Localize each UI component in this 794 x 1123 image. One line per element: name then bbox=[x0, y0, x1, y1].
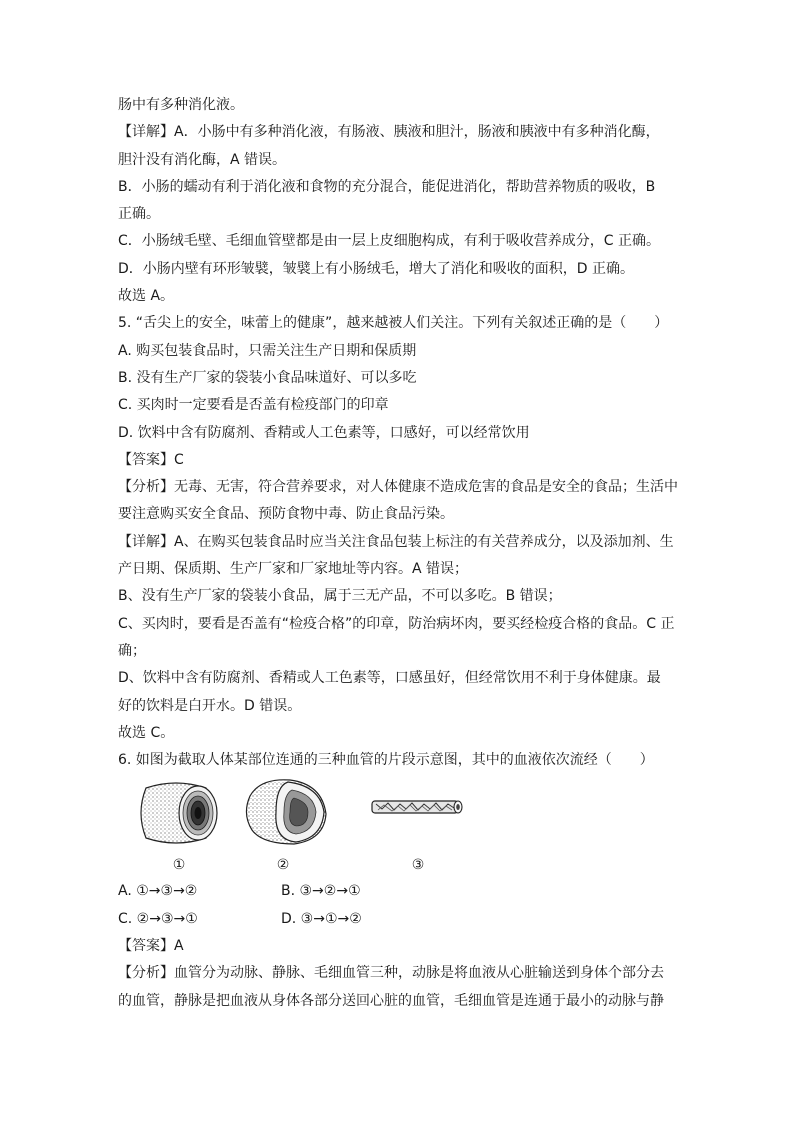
question-6-options bbox=[118, 878, 678, 933]
question-5-option-a: A. 购买包装食品时，只需关注生产日期和保质期 bbox=[118, 342, 417, 359]
question-6-option-b: B. ③→②→① bbox=[281, 883, 361, 900]
text-line: D、饮料中含有防腐剂、香精或人工色素等，口感虽好，但经常饮用不利于身体健康。最 bbox=[118, 670, 661, 687]
document-page bbox=[118, 92, 678, 1015]
text-line: 【详解】A、在购买包装食品时应当关注食品包装上标注的有关营养成分，以及添加剂、生 bbox=[118, 533, 674, 550]
text-line: 【详解】A．小肠中有多种消化液，有肠液、胰液和胆汁，肠液和胰液中有多种消化酶， bbox=[118, 124, 660, 141]
text-line: 【分析】无毒、无害，符合营养要求，对人体健康不造成危害的食品是安全的食品；生活中 bbox=[118, 479, 678, 496]
option-row bbox=[118, 878, 678, 905]
figure-label-3: ③ bbox=[411, 857, 425, 874]
text-line: C、买肉时，要看是否盖有“检疫合格”的印章，防治病坏肉，要买经检疫合格的食品。C 正 bbox=[118, 615, 675, 632]
option-row bbox=[118, 906, 678, 933]
question-6-option-a: A. ①→③→② bbox=[118, 883, 198, 900]
question-5-stem: 5. “舌尖上的安全，味蕾上的健康”，越来越被人们关注。下列有关叙述正确的是（ ） bbox=[118, 315, 669, 332]
question-6-stem: 6. 如图为截取人体某部位连通的三种血管的片段示意图，其中的血液依次流经（ ） bbox=[118, 752, 654, 769]
text-line: 的血管，静脉是把血液从身体各部分送回心脏的血管，毛细血管是连通于最小的动脉与静 bbox=[118, 992, 664, 1009]
text-line: 要注意购买安全食品、预防食物中毒、防止食品污染。 bbox=[118, 506, 454, 523]
text-line: B、没有生产厂家的袋装小食品，属于三无产品，不可以多吃。B 错误； bbox=[118, 588, 562, 605]
text-line: B．小肠的蠕动有利于消化液和食物的充分混合，能促进消化，帮助营养物质的吸收，B bbox=[118, 178, 656, 195]
blood-vessel-figure bbox=[118, 774, 678, 878]
question-5-option-b: B. 没有生产厂家的袋装小食品味道好、可以多吃 bbox=[118, 369, 417, 386]
text-line: 【分析】血管分为动脉、静脉、毛细血管三种，动脉是将血液从心脏输送到身体个部分去 bbox=[118, 965, 664, 982]
answer-line: 【答案】C bbox=[118, 451, 184, 468]
text-line: 产日期、保质期、生产厂家和厂家地址等内容。A 错误； bbox=[118, 561, 469, 578]
text-line: 肠中有多种消化液。 bbox=[118, 97, 244, 113]
text-line: 确； bbox=[118, 642, 146, 659]
text-line: 胆汁没有消化酶，A 错误。 bbox=[118, 151, 287, 168]
figure-label-2: ② bbox=[276, 857, 290, 874]
text-line: 故选 C。 bbox=[118, 724, 175, 741]
text-line: 正确。 bbox=[118, 206, 160, 223]
question-5-option-d: D. 饮料中含有防腐剂、香精或人工色素等，口感好，可以经常饮用 bbox=[118, 424, 530, 441]
capillary-illustration bbox=[370, 796, 464, 818]
text-line: D．小肠内壁有环形皱襞，皱襞上有小肠绒毛，增大了消化和吸收的面积，D 正确。 bbox=[118, 260, 635, 277]
figure-label-1: ① bbox=[172, 857, 186, 874]
vein-illustration bbox=[240, 774, 332, 848]
question-6-option-c: C. ②→③→① bbox=[118, 910, 198, 927]
text-block-before-figure bbox=[118, 92, 678, 774]
artery-illustration bbox=[132, 780, 220, 846]
question-5-option-c: C. 买肉时一定要看是否盖有检疫部门的印章 bbox=[118, 397, 389, 414]
text-line: 好的饮料是白开水。D 错误。 bbox=[118, 697, 302, 714]
text-line: 故选 A。 bbox=[118, 288, 175, 305]
question-6-option-d: D. ③→①→② bbox=[281, 910, 362, 927]
answer-line: 【答案】A bbox=[118, 938, 184, 955]
text-block-after-options bbox=[118, 933, 678, 1015]
text-line: C．小肠绒毛壁、毛细血管壁都是由一层上皮细胞构成，有利于吸收营养成分，C 正确。 bbox=[118, 233, 660, 250]
